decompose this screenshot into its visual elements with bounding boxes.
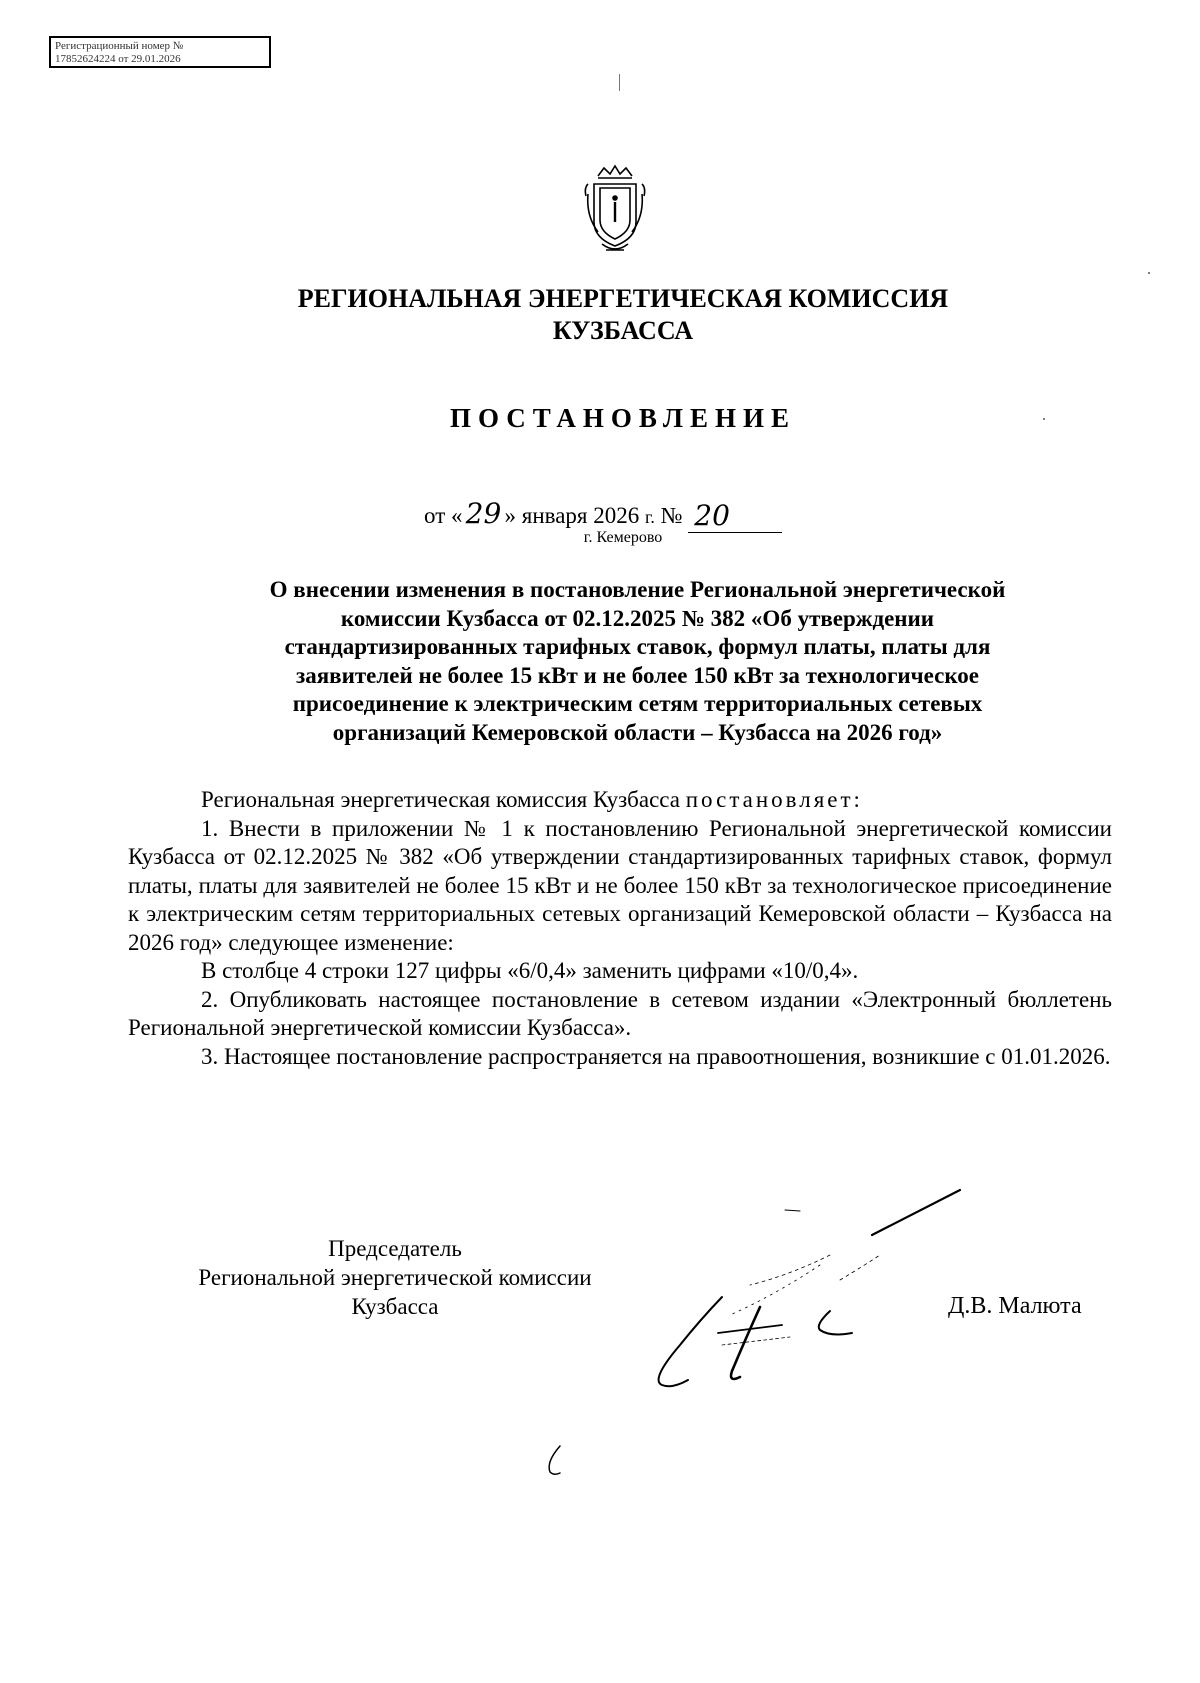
registration-stamp	[49, 36, 271, 68]
organization-name-line1: РЕГИОНАЛЬНАЯ ЭНЕРГЕТИЧЕСКАЯ КОМИССИЯ	[297, 284, 949, 313]
signatory-name: Д.В. Малюта	[948, 1293, 1082, 1319]
handwritten-number: 20	[694, 499, 730, 532]
date-month-year: » января 2026	[504, 503, 640, 528]
handwritten-mark	[540, 1440, 570, 1480]
item-2: 2. Опубликовать настоящее постановление в сетевом издании «Электронный бюллетень Региональной энергетической комиссии Кузбасса».	[128, 986, 1112, 1040]
number-sign: №	[660, 503, 683, 528]
organization-name-line2: КУЗБАССА	[552, 316, 694, 345]
signatory-title-line2: Региональной энергетической комиссии	[198, 1265, 592, 1290]
registration-number: 17852624224 от 29.01.2026	[55, 53, 181, 65]
handwritten-signature	[640, 1185, 980, 1395]
document-type: ПОСТАНОВЛЕНИЕ	[449, 403, 797, 433]
organization-name	[0, 283, 1200, 347]
signatory-title	[150, 1234, 640, 1321]
handwritten-day: 29	[465, 497, 502, 530]
signatory-title-line1: Председатель	[328, 1236, 462, 1261]
scan-mark	[619, 74, 620, 91]
year-suffix: г.	[644, 507, 655, 527]
registration-label: Регистрационный номер №	[55, 40, 184, 52]
subject-line: О внесении изменения в постановление Региональной энергетической	[269, 577, 1006, 602]
item-3: 3. Настоящее постановление распространяется на правоотношения, возникшие с 01.01.2026.	[201, 1043, 1111, 1069]
subject-line: организаций Кемеровской области – Кузбасса на 2026 год»	[332, 719, 943, 745]
date-prefix: от «	[424, 503, 463, 528]
subject-line: присоединение к электрическим сетям территориальных сетевых	[292, 691, 983, 716]
subject-line: комиссии Кузбасса от 02.12.2025 № 382 «Об утверждении	[340, 605, 935, 631]
scan-dot	[1148, 272, 1150, 274]
item-1-change: В столбце 4 строки 127 цифры «6/0,4» заменить цифрами «10/0,4».	[201, 958, 859, 983]
city: г. Кемерово	[583, 529, 663, 546]
document-subject	[160, 576, 1115, 747]
item-1: 1. Внести в приложении № 1 к постановлению Региональной энергетической комиссии Кузбасса от 02.12.2025 № 382 «Об утверждении стандартизированных тарифных ставок, формул платы, платы для заявителей не более 15 кВт и не более 150 кВт за технологическое присоединение к электрическим сетям территориальных сетевых организаций Кемеровской области – Кузбасса на 2026 год» следующее изменение:	[128, 815, 1112, 955]
document-number-field	[688, 499, 782, 533]
document-body	[128, 786, 1112, 1071]
resolution-verb: постановляет:	[685, 787, 863, 812]
subject-line: заявителей не более 15 кВт и не более 150 кВт за технологическое	[295, 662, 980, 688]
date-line	[424, 497, 782, 531]
signatory-title-line3: Кузбасса	[351, 1294, 439, 1319]
resolution-intro-text: Региональная энергетическая комиссия Кузбасса	[201, 787, 680, 812]
subject-line: стандартизированных тарифных ставок, формул платы, платы для	[284, 634, 991, 659]
coat-of-arms-icon	[580, 164, 650, 256]
resolution-intro	[128, 786, 1112, 815]
